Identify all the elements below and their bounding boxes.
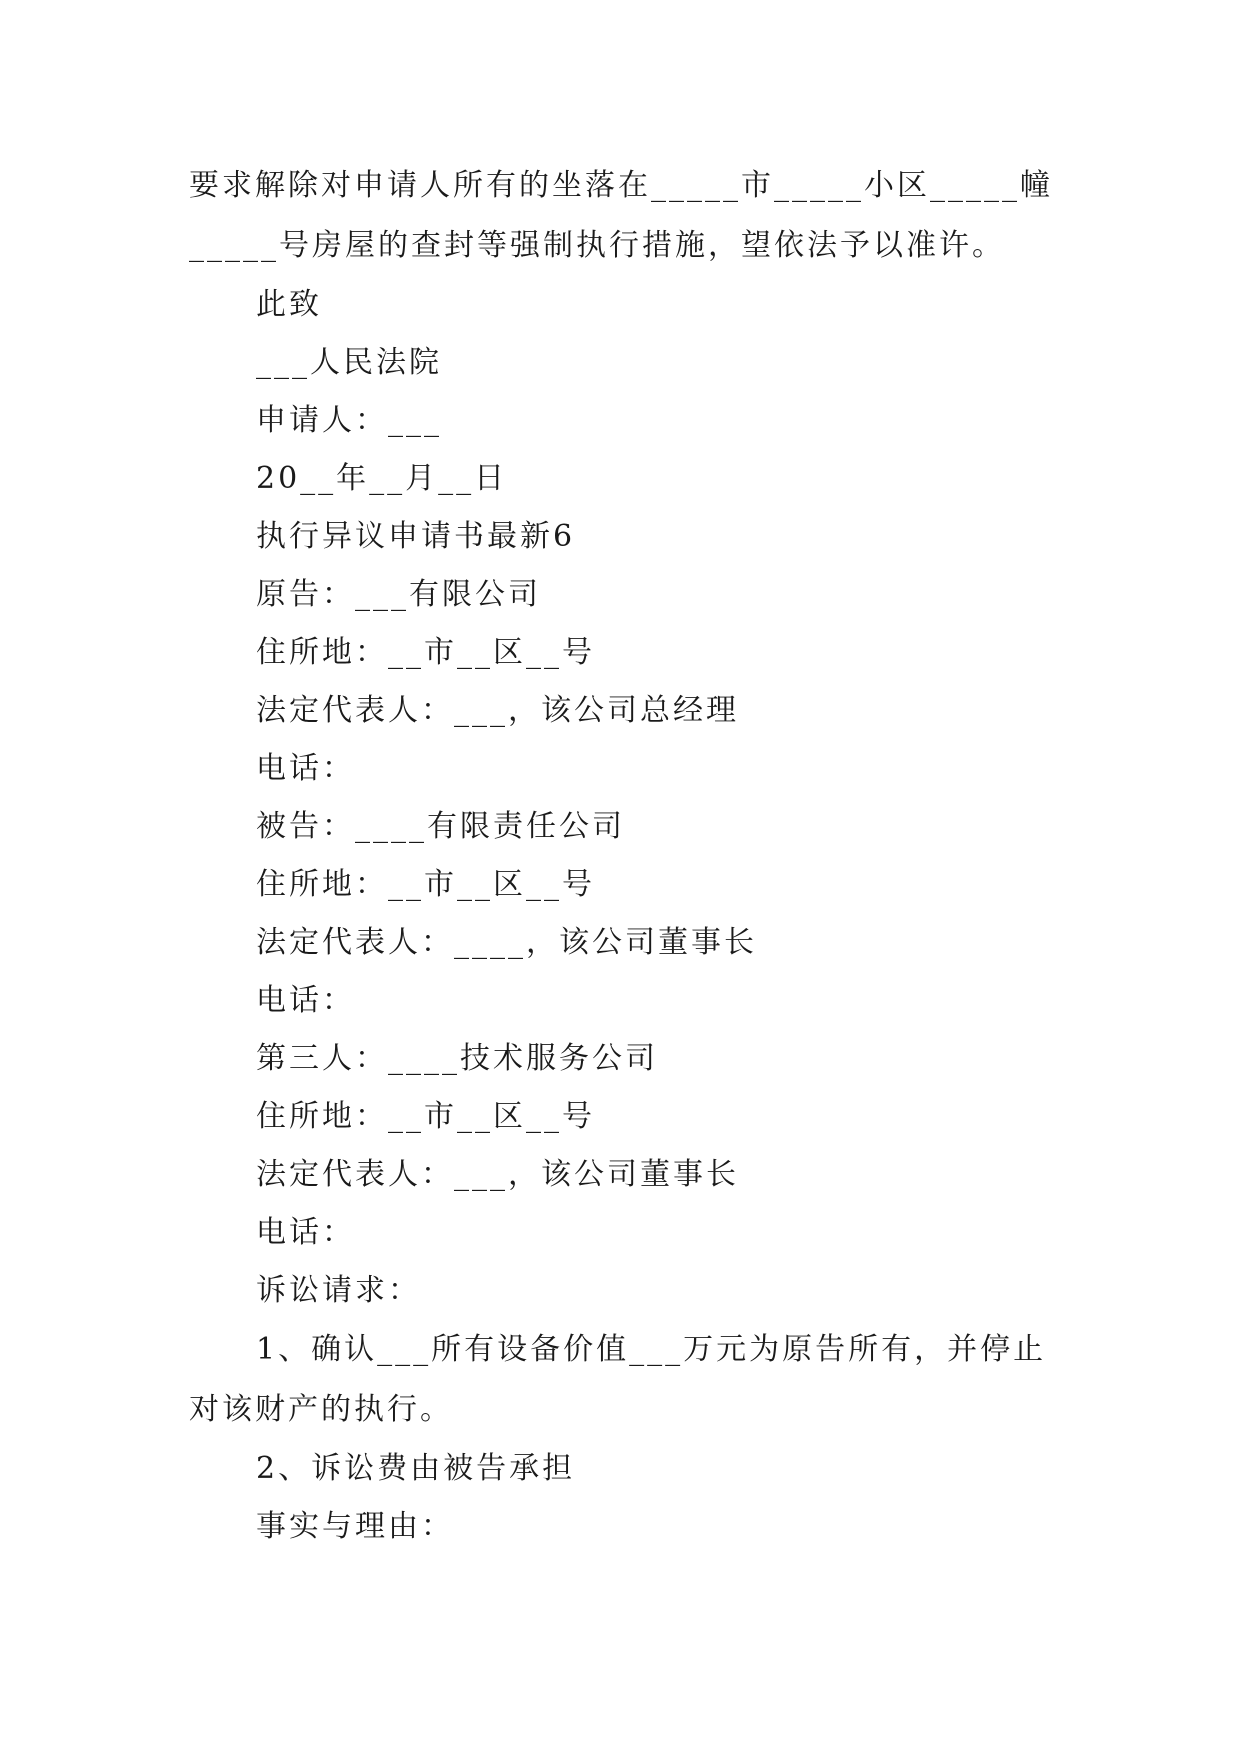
paragraph-plaintiff-phone: 电话： [256, 751, 355, 786]
paragraph-salutation: 此致 [256, 287, 322, 322]
paragraph-plaintiff: 原告：___有限公司 [256, 577, 541, 612]
paragraph-third-party-representative: 法定代表人：___，该公司董事长 [256, 1157, 739, 1192]
paragraph-claim-1: 1、确认___所有设备价值___万元为原告所有，并停止对该财产的执行。 [189, 1332, 1047, 1427]
paragraph-defendant-representative: 法定代表人：____，该公司董事长 [256, 925, 757, 960]
document-body [189, 156, 1059, 1556]
paragraph-court: ___人民法院 [256, 345, 442, 380]
section-heading: 执行异议申请书最新6 [256, 519, 576, 554]
paragraph-plaintiff-address: 住所地：__市__区__号 [256, 635, 595, 670]
paragraph-date: 20__年__月__日 [256, 461, 508, 496]
paragraph-third-party-address: 住所地：__市__区__号 [256, 1099, 595, 1134]
paragraph-defendant: 被告：____有限责任公司 [256, 809, 625, 844]
paragraph-claim-2: 2、诉讼费由被告承担 [256, 1451, 576, 1486]
paragraph-claims-heading: 诉讼请求： [256, 1273, 421, 1308]
paragraph-request-release: 要求解除对申请人所有的坐落在_____市_____小区_____幢_____号房屋的查封等强制执行措施，望依法予以准许。 [189, 168, 1053, 263]
paragraph-facts-heading: 事实与理由： [256, 1509, 454, 1544]
paragraph-defendant-phone: 电话： [256, 983, 355, 1018]
paragraph-third-party-phone: 电话： [256, 1215, 355, 1250]
paragraph-third-party: 第三人：____技术服务公司 [256, 1041, 658, 1076]
paragraph-plaintiff-representative: 法定代表人：___，该公司总经理 [256, 693, 739, 728]
paragraph-applicant: 申请人：___ [256, 403, 442, 438]
paragraph-defendant-address: 住所地：__市__区__号 [256, 867, 595, 902]
